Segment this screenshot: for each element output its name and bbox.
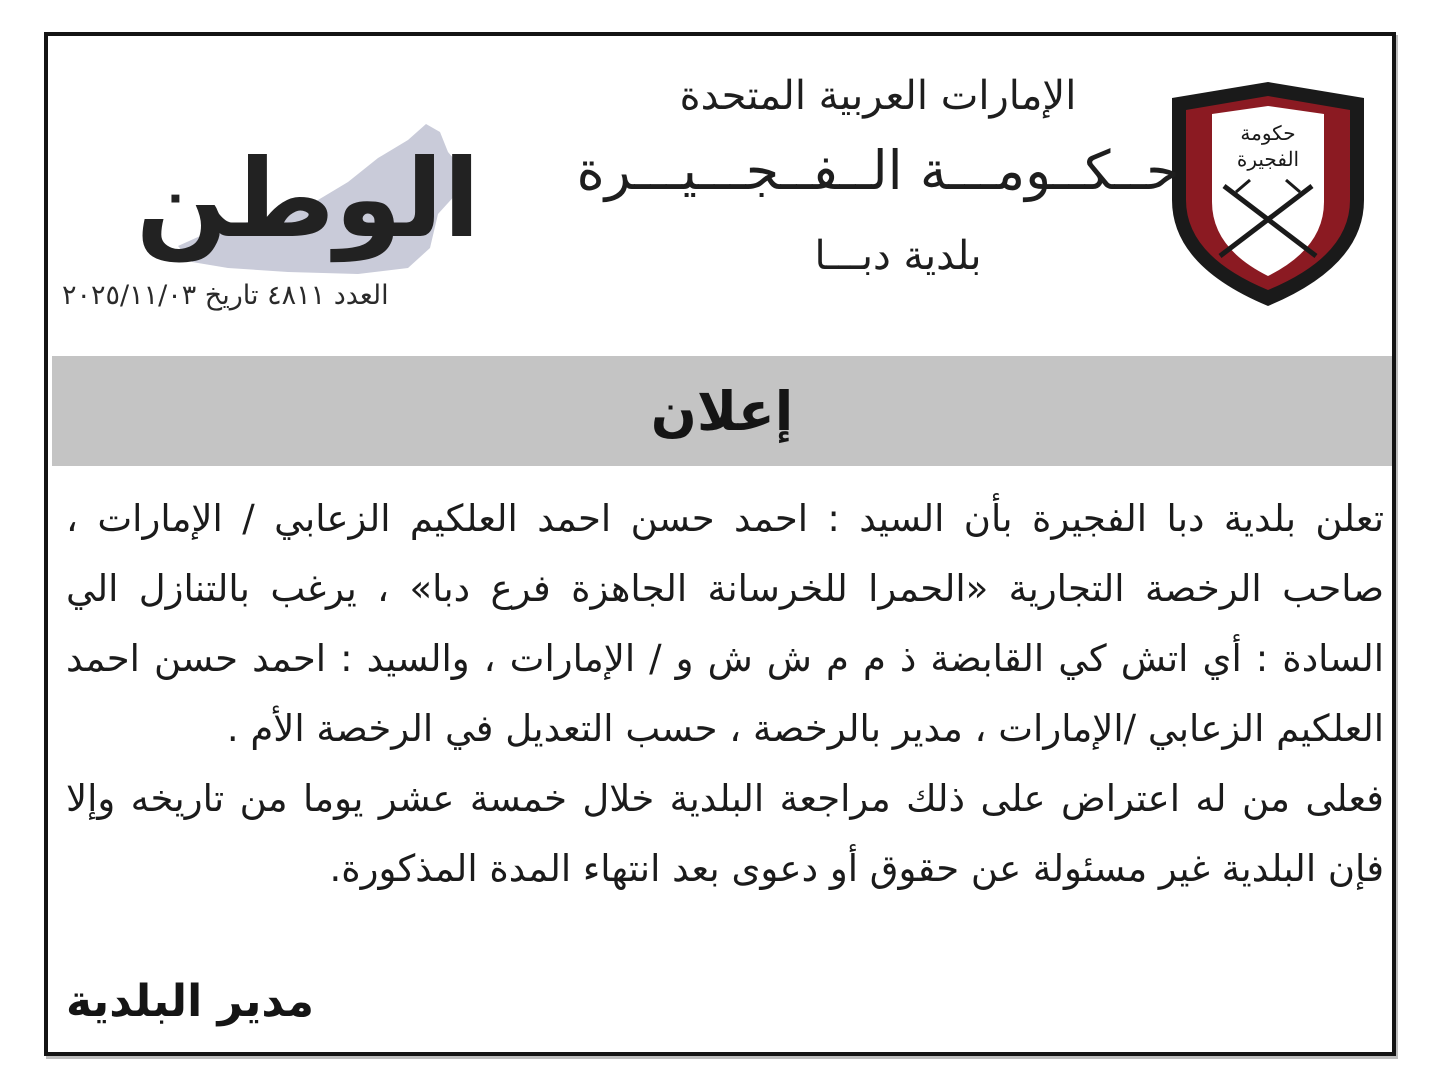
crest-text-line2: الفجيرة	[1236, 147, 1300, 171]
municipality-name: بلدية دبـــا	[814, 233, 982, 279]
announcement-title: إعلان	[650, 379, 794, 443]
newspaper-logo	[108, 96, 508, 286]
announcement-body	[66, 484, 1384, 904]
country-name: الإمارات العربية المتحدة	[679, 73, 1077, 119]
body-paragraph-2: فعلى من له اعتراض على ذلك مراجعة البلدية خلال خمسة عشر يوما من تاريخه وإلا فإن البلدية غير مسئولة عن حقوق أو دعوى بعد انتهاء المدة المذكورة.	[66, 777, 1384, 890]
announcement-frame	[44, 32, 1396, 1056]
announcement-banner	[52, 356, 1392, 466]
body-paragraph-1: تعلن بلدية دبا الفجيرة بأن السيد : احمد حسن احمد العلكيم الزعابي / الإمارات ، صاحب الرخصة التجارية «الحمرا للخرسانة الجاهزة فرع دبا» ، يرغب بالتنازل الي السادة : أي اتش كي القابضة ذ م م ش ش و / الإمارات ، والسيد : احمد حسن احمد العلكيم الزعابي /الإمارات ، مدير بالرخصة ، حسب التعديل في الرخصة الأم .	[66, 497, 1384, 750]
signature: مدير البلدية	[66, 976, 315, 1027]
crest-text-line1: حكومة	[1240, 121, 1296, 145]
government-heading	[568, 66, 1188, 296]
issue-number-date: العدد ٤٨١١ تاريخ ٢٠٢٥/١١/٠٣	[62, 280, 389, 311]
government-name: حــكــومـــة الــفــجـــيـــرة	[576, 139, 1180, 202]
fujairah-government-crest-icon	[1166, 80, 1370, 308]
newspaper-name: الوطن	[135, 137, 481, 262]
